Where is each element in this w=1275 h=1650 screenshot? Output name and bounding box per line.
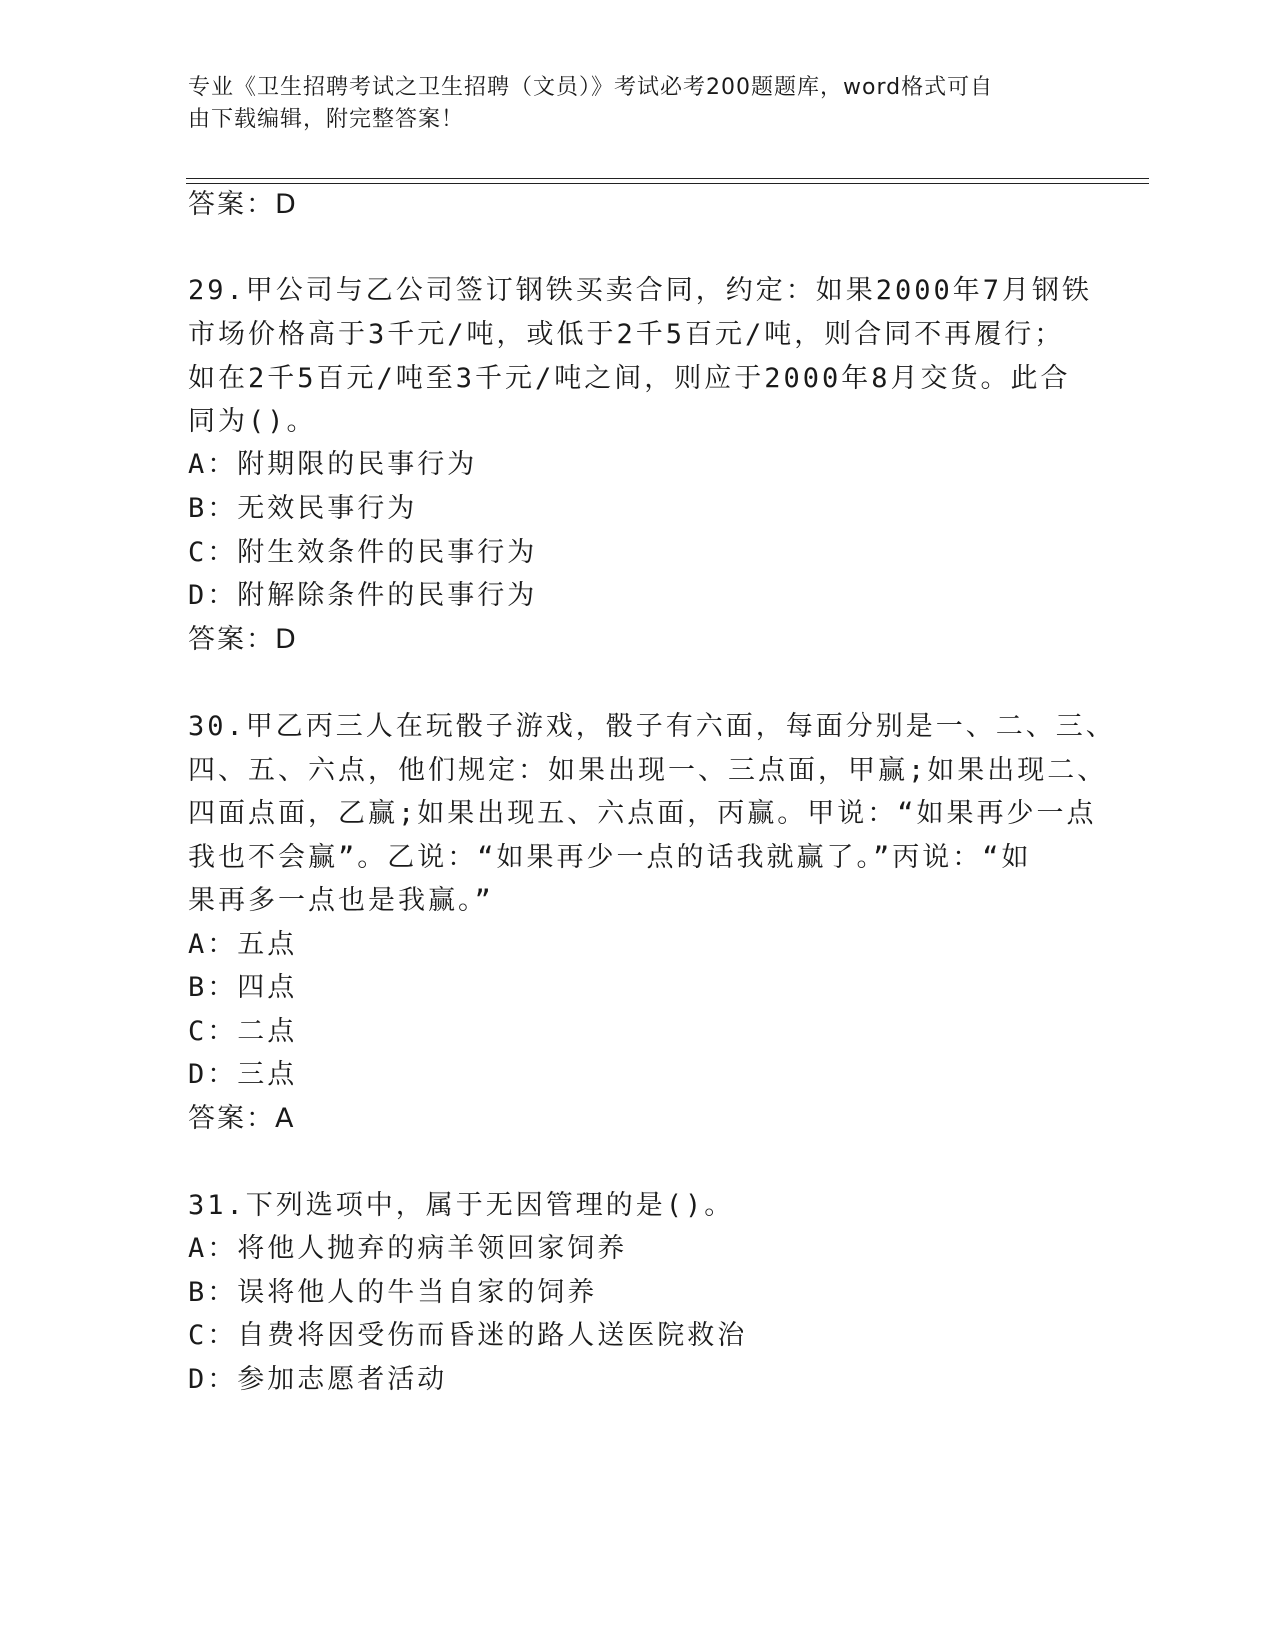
question-stem-line: 我也不会赢”。乙说：“如果再少一点的话我就赢了。”丙说：“如 — [188, 842, 1032, 873]
question-stem-line: 31.下列选项中，属于无因管理的是()。 — [188, 1190, 735, 1221]
option-a: A：附期限的民事行为 — [188, 449, 478, 480]
option-c: C：附生效条件的民事行为 — [188, 537, 538, 568]
document-header — [188, 72, 1068, 136]
header-divider-top — [186, 178, 1149, 179]
question-stem-line: 30.甲乙丙三人在玩骰子游戏，骰子有六面，每面分别是一、二、三、 — [188, 711, 1116, 742]
option-b: B：误将他人的牛当自家的饲养 — [188, 1277, 598, 1308]
option-c: C：自费将因受伤而昏迷的路人送医院救治 — [188, 1320, 748, 1351]
option-d: D：附解除条件的民事行为 — [188, 580, 538, 611]
question-stem-line: 四、五、六点，他们规定：如果出现一、三点面，甲赢;如果出现二、 — [188, 755, 1108, 786]
option-d: D：三点 — [188, 1059, 298, 1090]
option-b: B：无效民事行为 — [188, 493, 418, 524]
question-stem-line: 同为()。 — [188, 406, 317, 437]
question-stem-line: 市场价格高于3千元/吨，或低于2千5百元/吨，则合同不再履行； — [188, 319, 1065, 350]
option-d: D：参加志愿者活动 — [188, 1364, 448, 1395]
option-b: B：四点 — [188, 972, 298, 1003]
header-divider-bottom — [186, 183, 1149, 184]
question-stem-line: 29.甲公司与乙公司签订钢铁买卖合同，约定：如果2000年7月钢铁 — [188, 275, 1093, 306]
answer: 答案：D — [188, 624, 298, 655]
answer: 答案：A — [188, 1103, 296, 1134]
header-line-2: 由下载编辑，附完整答案！ — [188, 107, 465, 132]
option-a: A：五点 — [188, 929, 298, 960]
option-a: A：将他人抛弃的病羊领回家饲养 — [188, 1233, 628, 1264]
question-stem-line: 果再多一点也是我赢。” — [188, 885, 494, 916]
header-line-1: 专业《卫生招聘考试之卫生招聘（文员）》考试必考200题题库，word格式可自 — [188, 75, 994, 100]
question-stem-line: 如在2千5百元/吨至3千元/吨之间，则应于2000年8月交货。此合 — [188, 363, 1071, 394]
option-c: C：二点 — [188, 1016, 298, 1047]
previous-answer: 答案：D — [188, 189, 298, 220]
question-stem-line: 四面点面，乙赢;如果出现五、六点面，丙赢。甲说：“如果再少一点 — [188, 798, 1097, 829]
